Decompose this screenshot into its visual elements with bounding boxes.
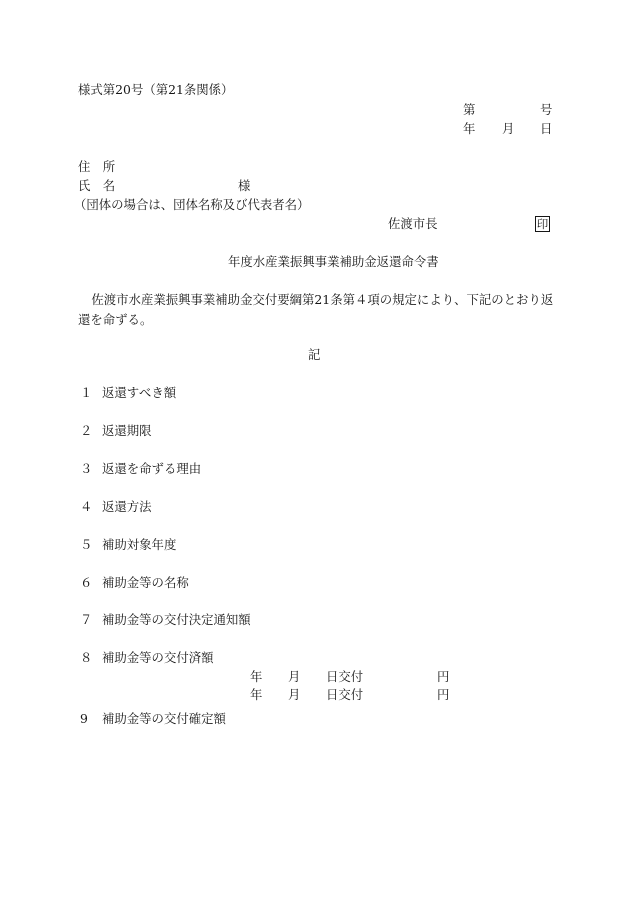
item-number: ７ bbox=[80, 612, 93, 627]
item-label: 補助金等の交付済額 bbox=[102, 650, 214, 665]
item-label: 補助対象年度 bbox=[102, 537, 177, 552]
item-label: 補助金等の交付確定額 bbox=[102, 711, 226, 726]
doc-number-suffix: 号 bbox=[540, 102, 553, 117]
organization-note: （団体の場合は、団体名称及び代表者名） bbox=[74, 197, 310, 212]
payment-day-label: 日交付 bbox=[326, 669, 364, 684]
list-item bbox=[0, 650, 630, 666]
payment-day-label: 日交付 bbox=[326, 687, 364, 702]
body-line-1: 佐渡市水産業振興事業補助金交付要綱第21条第４項の規定により、下記のとおり返 bbox=[79, 292, 554, 307]
ki-heading: 記 bbox=[308, 347, 321, 362]
doc-number-prefix: 第 bbox=[463, 102, 476, 117]
list-item bbox=[0, 423, 630, 439]
item-label: 返還期限 bbox=[102, 423, 152, 438]
body-line-2: 還を命ずる。 bbox=[78, 312, 153, 327]
payment-yen-label: 円 bbox=[437, 687, 450, 702]
honorific: 様 bbox=[238, 178, 251, 193]
issuer-name: 佐渡市長 bbox=[388, 216, 438, 231]
payment-year-label: 年 bbox=[250, 669, 263, 684]
item-label: 返還方法 bbox=[102, 499, 152, 514]
payment-year-label: 年 bbox=[250, 687, 263, 702]
seal-mark: 印 bbox=[536, 217, 549, 231]
item-number: ５ bbox=[80, 537, 93, 552]
name-label: 氏 名 bbox=[78, 178, 116, 193]
payment-month-label: 月 bbox=[288, 687, 301, 702]
list-item bbox=[0, 575, 630, 591]
list-item bbox=[0, 612, 630, 628]
payment-row bbox=[0, 687, 630, 703]
payment-row bbox=[0, 669, 630, 685]
item-number: ８ bbox=[80, 650, 93, 665]
payment-yen-label: 円 bbox=[437, 669, 450, 684]
item-number: ６ bbox=[80, 575, 93, 590]
item-label: 返還を命ずる理由 bbox=[102, 461, 202, 476]
date-year-label: 年 bbox=[463, 121, 476, 136]
item-number: ４ bbox=[80, 499, 93, 514]
form-number: 様式第20号（第21条関係） bbox=[78, 82, 234, 97]
item-number: ２ bbox=[80, 423, 93, 438]
address-label: 住 所 bbox=[78, 159, 116, 174]
item-number: １ bbox=[80, 385, 93, 400]
item-label: 補助金等の交付決定通知額 bbox=[102, 612, 251, 627]
list-item bbox=[0, 711, 630, 727]
item-label: 返還すべき額 bbox=[102, 385, 177, 400]
item-label: 補助金等の名称 bbox=[102, 575, 189, 590]
list-item bbox=[0, 499, 630, 515]
list-item bbox=[0, 385, 630, 401]
item-number: 9 bbox=[80, 711, 88, 726]
date-month-label: 月 bbox=[502, 121, 515, 136]
item-number: ３ bbox=[80, 461, 93, 476]
list-item bbox=[0, 461, 630, 477]
date-day-label: 日 bbox=[540, 121, 553, 136]
payment-month-label: 月 bbox=[288, 669, 301, 684]
list-item bbox=[0, 537, 630, 553]
document-title: 年度水産業振興事業補助金返還命令書 bbox=[228, 254, 439, 269]
